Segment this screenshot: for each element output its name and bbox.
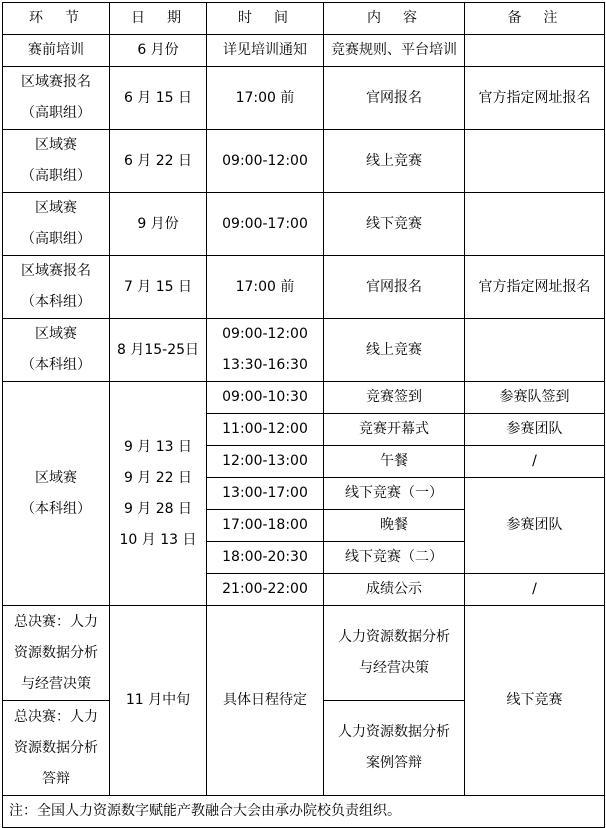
content-cell: 线下竞赛（一）: [324, 478, 465, 510]
stage-line: 答辩: [42, 770, 70, 787]
date-cell: 6 月份: [110, 35, 207, 67]
table-row: [3, 256, 605, 319]
remark-cell: 官方指定网址报名: [465, 256, 605, 319]
content-cell: 竞赛规则、平台培训: [324, 35, 465, 67]
header-date: 日 期: [110, 3, 207, 35]
stage-line: 区域赛: [35, 200, 77, 216]
remark-cell: /: [465, 446, 605, 478]
header-time: 时 间: [207, 3, 324, 35]
content-cell: 官网报名: [324, 67, 465, 130]
content-cell: 晚餐: [324, 510, 465, 542]
time-cell: 17:00 前: [207, 256, 324, 319]
time-cell: 17:00 前: [207, 67, 324, 130]
stage-line: （高职组）: [21, 231, 91, 247]
table-row: [3, 130, 605, 193]
stage-line: 与经营决策: [21, 675, 91, 692]
stage-cell: [3, 606, 110, 701]
time-cell: 09:00-10:30: [207, 382, 324, 414]
stage-line: 区域赛报名: [21, 263, 91, 279]
table-row: [3, 193, 605, 256]
header-remark: 备 注: [465, 3, 605, 35]
content-line: 人力资源数据分析: [338, 629, 450, 645]
content-cell: [324, 606, 465, 701]
stage-line: 总决赛：人力: [14, 613, 98, 630]
time-cell: 11:00-12:00: [207, 414, 324, 446]
table-row: [3, 606, 605, 701]
table-row: [3, 35, 605, 67]
date-cell: 6 月 22 日: [110, 130, 207, 193]
table-row: [3, 67, 605, 130]
header-row: [3, 3, 605, 35]
header-content: 内 容: [324, 3, 465, 35]
table-row: [3, 382, 605, 414]
stage-line: （本科组）: [21, 500, 91, 517]
remark-cell: 参赛团队: [465, 478, 605, 574]
stage-line: （高职组）: [21, 105, 91, 121]
content-line: 与经营决策: [359, 660, 429, 676]
stage-cell: [3, 130, 110, 193]
stage-line: 区域赛: [35, 137, 77, 153]
remark-cell: [465, 35, 605, 67]
time-cell: [207, 319, 324, 382]
stage-cell: [3, 319, 110, 382]
table-note: 注：全国人力资源数字赋能产教融合大会由承办院校负责组织。: [3, 796, 605, 828]
date-cell: 11 月中旬: [110, 606, 207, 796]
time-cell: 12:00-13:00: [207, 446, 324, 478]
stage-line: 区域赛: [35, 469, 77, 486]
stage-cell: [3, 256, 110, 319]
time-cell: 详见培训通知: [207, 35, 324, 67]
content-cell: 线下竞赛（二）: [324, 542, 465, 574]
remark-cell: [465, 319, 605, 382]
remark-cell: 参赛队签到: [465, 382, 605, 414]
content-line: 案例答辩: [366, 755, 422, 771]
stage-cell: [3, 67, 110, 130]
time-cell: 09:00-17:00: [207, 193, 324, 256]
remark-cell: [465, 193, 605, 256]
remark-cell: /: [465, 574, 605, 606]
stage-line: 区域赛: [35, 326, 77, 342]
date-line: 9 月 13 日: [123, 438, 193, 455]
time-cell: 13:00-17:00: [207, 478, 324, 510]
content-line: 人力资源数据分析: [338, 724, 450, 740]
stage-cell: [3, 193, 110, 256]
stage-line: 资源数据分析: [14, 644, 98, 661]
remark-cell: 官方指定网址报名: [465, 67, 605, 130]
content-cell: 竞赛开幕式: [324, 414, 465, 446]
header-stage: 环 节: [3, 3, 110, 35]
date-cell: 6 月 15 日: [110, 67, 207, 130]
content-cell: 成绩公示: [324, 574, 465, 606]
note-row: [3, 796, 605, 828]
stage-line: 区域赛报名: [21, 74, 91, 90]
content-cell: 竞赛签到: [324, 382, 465, 414]
competition-schedule-table: [2, 2, 605, 828]
stage-line: （本科组）: [21, 357, 91, 373]
content-cell: 官网报名: [324, 256, 465, 319]
content-cell: 线下竞赛: [324, 193, 465, 256]
content-cell: 线上竞赛: [324, 130, 465, 193]
remark-cell: [465, 130, 605, 193]
remark-cell: 线下竞赛: [465, 606, 605, 796]
time-cell: 09:00-12:00: [207, 130, 324, 193]
stage-line: （本科组）: [21, 294, 91, 310]
stage-cell: 赛前培训: [3, 35, 110, 67]
time-cell: 具体日程待定: [207, 606, 324, 796]
content-cell: [324, 701, 465, 796]
date-cell: 9 月份: [110, 193, 207, 256]
date-cell: 7 月 15 日: [110, 256, 207, 319]
stage-line: （高职组）: [21, 168, 91, 184]
stage-cell: [3, 382, 110, 606]
stage-line: 资源数据分析: [14, 739, 98, 756]
time-cell: 17:00-18:00: [207, 510, 324, 542]
date-line: 9 月 22 日: [123, 469, 193, 486]
stage-cell: [3, 701, 110, 796]
date-line: 9 月 28 日: [123, 500, 193, 517]
table-row: [3, 319, 605, 382]
time-line: 09:00-12:00: [222, 326, 308, 342]
time-cell: 21:00-22:00: [207, 574, 324, 606]
content-cell: 线上竞赛: [324, 319, 465, 382]
time-line: 13:30-16:30: [222, 357, 308, 373]
content-cell: 午餐: [324, 446, 465, 478]
time-cell: 18:00-20:30: [207, 542, 324, 574]
date-cell: [110, 382, 207, 606]
date-cell: 8 月15-25日: [110, 319, 207, 382]
stage-line: 总决赛：人力: [14, 708, 98, 725]
date-line: 10 月 13 日: [119, 531, 197, 548]
remark-cell: 参赛团队: [465, 414, 605, 446]
